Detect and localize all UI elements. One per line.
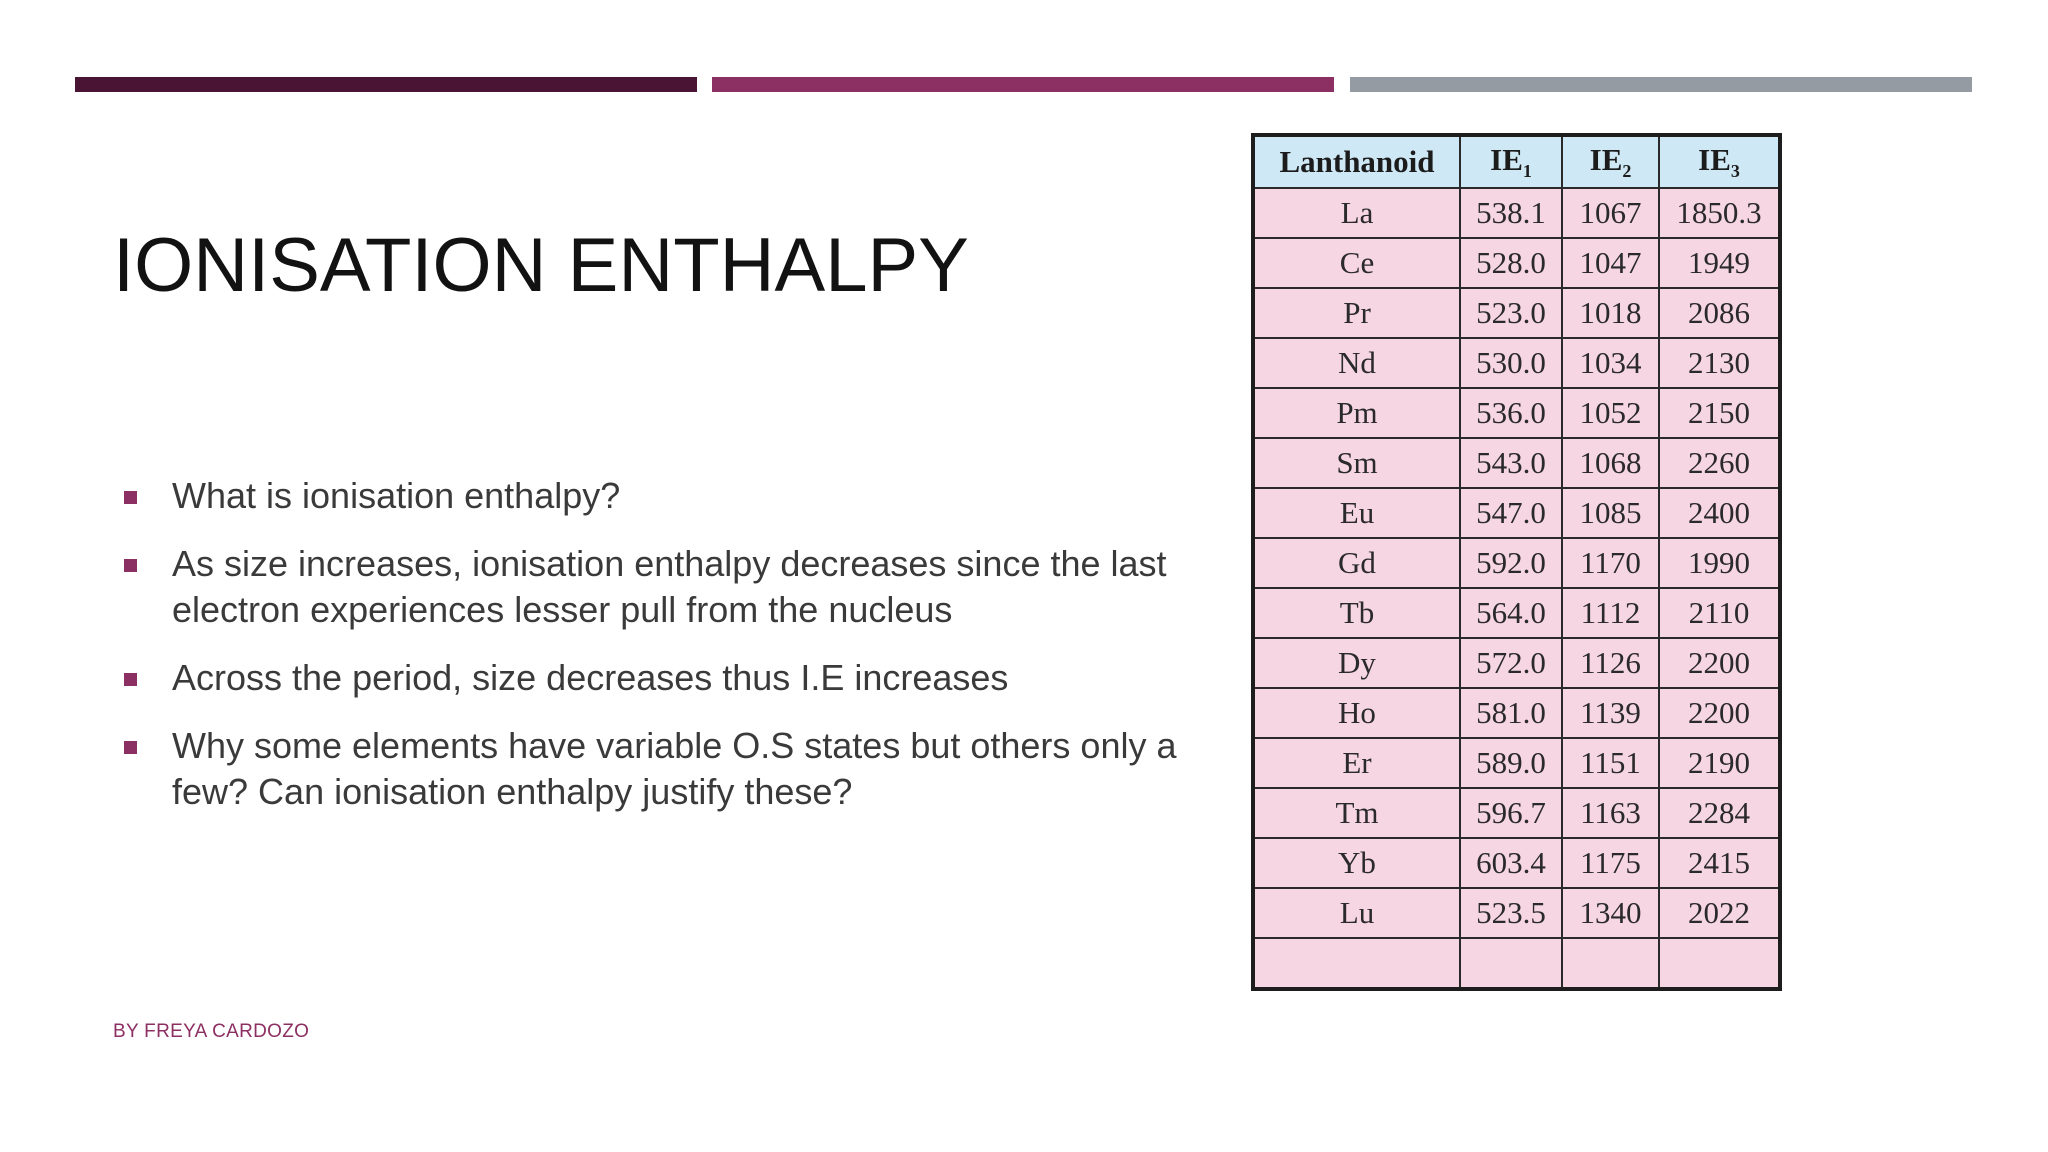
cell-element: Nd [1253, 338, 1460, 388]
cell-element: Dy [1253, 638, 1460, 688]
header-ie1-subscript: 1 [1522, 161, 1532, 182]
accent-bar-dark [75, 77, 697, 92]
cell-ie2: 1034 [1562, 338, 1659, 388]
accent-bar-grey [1350, 77, 1972, 92]
cell-ie3: 2110 [1659, 588, 1780, 638]
cell-ie2: 1018 [1562, 288, 1659, 338]
header-lanthanoid: Lanthanoid [1253, 135, 1460, 188]
square-bullet-icon [124, 741, 137, 754]
table-row [1253, 638, 1780, 688]
slide-title: IONISATION ENTHALPY [113, 223, 969, 308]
bullet-text: As size increases, ionisation enthalpy decreases since the last electron experiences lesser pull from the nucleus [172, 543, 1167, 630]
cell-ie1: 523.5 [1460, 888, 1562, 938]
table-row [1253, 538, 1780, 588]
table-header-row [1253, 135, 1780, 188]
bullet-item [110, 723, 1240, 815]
cell-ie3: 2415 [1659, 838, 1780, 888]
ionisation-enthalpy-table [1251, 133, 1782, 991]
cell-element: La [1253, 188, 1460, 238]
header-ie2-subscript: 2 [1622, 161, 1632, 182]
cell-ie3: 1850.3 [1659, 188, 1780, 238]
table-row [1253, 488, 1780, 538]
bullet-item [110, 473, 1240, 519]
cell-ie3: 2400 [1659, 488, 1780, 538]
table-row [1253, 238, 1780, 288]
table-row [1253, 288, 1780, 338]
square-bullet-icon [124, 559, 137, 572]
cell-ie1: 592.0 [1460, 538, 1562, 588]
cell-element: Gd [1253, 538, 1460, 588]
cell-ie2: 1068 [1562, 438, 1659, 488]
cell-element: Pm [1253, 388, 1460, 438]
cell-element: Pr [1253, 288, 1460, 338]
bullet-item [110, 541, 1240, 633]
cell-ie1: 603.4 [1460, 838, 1562, 888]
cell-ie1 [1460, 938, 1562, 989]
cell-ie1: 572.0 [1460, 638, 1562, 688]
cell-ie1: 543.0 [1460, 438, 1562, 488]
bullet-text: Across the period, size decreases thus I.E increases [172, 657, 1009, 698]
cell-ie3: 2200 [1659, 638, 1780, 688]
cell-ie2: 1163 [1562, 788, 1659, 838]
table-row [1253, 388, 1780, 438]
square-bullet-icon [124, 673, 137, 686]
cell-ie2: 1085 [1562, 488, 1659, 538]
cell-ie3: 2260 [1659, 438, 1780, 488]
cell-element: Sm [1253, 438, 1460, 488]
cell-ie3: 2150 [1659, 388, 1780, 438]
cell-ie3: 1990 [1659, 538, 1780, 588]
table-row-empty [1253, 938, 1780, 989]
square-bullet-icon [124, 491, 137, 504]
header-ie1-label: IE [1490, 141, 1523, 177]
cell-element: Eu [1253, 488, 1460, 538]
cell-element: Ce [1253, 238, 1460, 288]
cell-ie2: 1052 [1562, 388, 1659, 438]
bullet-text: Why some elements have variable O.S states but others only a few? Can ionisation enthalpy justify these? [172, 725, 1177, 812]
accent-bar-magenta [712, 77, 1334, 92]
cell-ie2: 1047 [1562, 238, 1659, 288]
cell-ie3 [1659, 938, 1780, 989]
bullet-text: What is ionisation enthalpy? [172, 475, 621, 516]
cell-ie3: 2130 [1659, 338, 1780, 388]
cell-ie2: 1170 [1562, 538, 1659, 588]
cell-ie3: 2022 [1659, 888, 1780, 938]
cell-element: Er [1253, 738, 1460, 788]
cell-ie2: 1175 [1562, 838, 1659, 888]
table-row [1253, 438, 1780, 488]
cell-ie3: 2086 [1659, 288, 1780, 338]
cell-element [1253, 938, 1460, 989]
cell-element: Tm [1253, 788, 1460, 838]
header-ie3-label: IE [1698, 141, 1731, 177]
table-row [1253, 788, 1780, 838]
cell-ie2: 1126 [1562, 638, 1659, 688]
cell-ie1: 530.0 [1460, 338, 1562, 388]
table-row [1253, 338, 1780, 388]
table-row [1253, 688, 1780, 738]
cell-ie2: 1067 [1562, 188, 1659, 238]
cell-ie1: 564.0 [1460, 588, 1562, 638]
cell-ie3: 2190 [1659, 738, 1780, 788]
cell-ie1: 538.1 [1460, 188, 1562, 238]
cell-ie1: 547.0 [1460, 488, 1562, 538]
table-row [1253, 888, 1780, 938]
cell-ie2: 1139 [1562, 688, 1659, 738]
table-row [1253, 738, 1780, 788]
cell-ie1: 528.0 [1460, 238, 1562, 288]
cell-element: Lu [1253, 888, 1460, 938]
cell-element: Yb [1253, 838, 1460, 888]
cell-ie1: 523.0 [1460, 288, 1562, 338]
table-row [1253, 838, 1780, 888]
cell-element: Ho [1253, 688, 1460, 738]
table-row [1253, 588, 1780, 638]
cell-ie2: 1340 [1562, 888, 1659, 938]
table-row [1253, 188, 1780, 238]
cell-ie2: 1151 [1562, 738, 1659, 788]
cell-ie1: 589.0 [1460, 738, 1562, 788]
header-ie2 [1562, 135, 1659, 188]
header-ie2-label: IE [1589, 141, 1623, 177]
header-ie3 [1659, 135, 1780, 188]
author-footer: BY FREYA CARDOZO [113, 1021, 310, 1042]
cell-element: Tb [1253, 588, 1460, 638]
cell-ie1: 536.0 [1460, 388, 1562, 438]
bullet-item [110, 655, 1240, 701]
bullet-list [110, 473, 1240, 837]
header-ie1 [1460, 135, 1562, 188]
cell-ie3: 1949 [1659, 238, 1780, 288]
cell-ie1: 581.0 [1460, 688, 1562, 738]
cell-ie2: 1112 [1562, 588, 1659, 638]
cell-ie2 [1562, 938, 1659, 989]
cell-ie3: 2284 [1659, 788, 1780, 838]
cell-ie3: 2200 [1659, 688, 1780, 738]
header-ie3-subscript: 3 [1730, 161, 1740, 182]
cell-ie1: 596.7 [1460, 788, 1562, 838]
